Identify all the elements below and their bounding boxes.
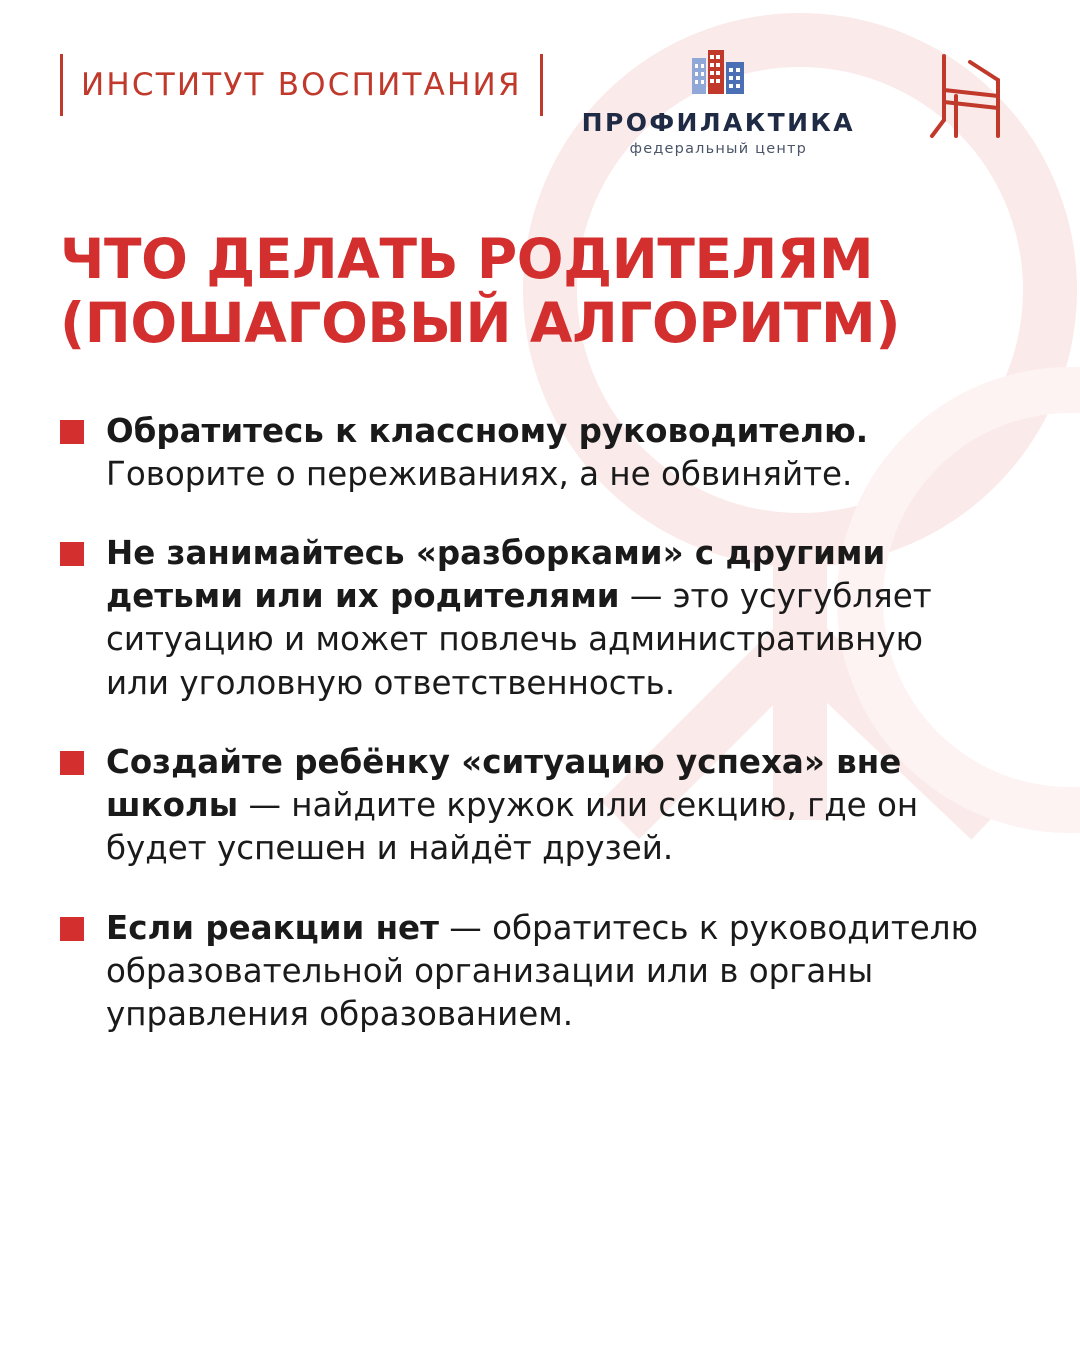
building-grid-icon bbox=[582, 48, 855, 100]
list-item-text bbox=[106, 532, 986, 705]
square-bullet-icon bbox=[60, 917, 84, 941]
page-title-line-2: (ПОШАГОВЫЙ АЛГОРИТМ) bbox=[60, 290, 901, 355]
list-item-rest: — это усугубляет ситуацию и может повлечь административную или уголовную ответственность. bbox=[106, 577, 932, 702]
page-title-line-1: ЧТО ДЕЛАТЬ РОДИТЕЛЯМ bbox=[60, 227, 874, 291]
header bbox=[60, 46, 1020, 156]
list-item bbox=[60, 532, 1020, 705]
list-item-text bbox=[106, 741, 986, 871]
brand-rule-left bbox=[60, 54, 63, 116]
list-item-bold: Не занимайтесь «разборками» с другими детьми или их родителями bbox=[106, 534, 886, 616]
list-item bbox=[60, 410, 1020, 496]
list-item-text bbox=[106, 907, 986, 1037]
profilaktika-brand bbox=[582, 48, 855, 157]
chair-outline-icon bbox=[924, 50, 1010, 146]
profilaktika-subtitle: федеральный центр bbox=[629, 141, 808, 157]
list-item-rest: Говорите о переживаниях, а не обвиняйте. bbox=[106, 454, 853, 493]
institute-brand bbox=[60, 54, 543, 116]
square-bullet-icon bbox=[60, 542, 84, 566]
list-item-bold: Создайте ребёнку «ситуацию успеха» вне школы bbox=[106, 742, 902, 825]
list-item bbox=[60, 907, 1020, 1037]
page-title bbox=[60, 228, 1020, 356]
list-item-text bbox=[106, 410, 986, 496]
list-item-rest: — найдите кружок или секцию, где он будет успешен и найдёт друзей. bbox=[106, 786, 919, 868]
steps-list bbox=[60, 410, 1020, 1037]
profilaktika-title: ПРОФИЛАКТИКА bbox=[581, 108, 855, 137]
brand-rule-right bbox=[540, 54, 543, 116]
square-bullet-icon bbox=[60, 420, 84, 444]
list-item-rest: — обратитесь к руководителю образовательной организации или в органы управления образованием. bbox=[106, 908, 978, 1033]
institute-brand-label: ИНСТИТУТ ВОСПИТАНИЯ bbox=[81, 67, 522, 103]
square-bullet-icon bbox=[60, 751, 84, 775]
list-item bbox=[60, 741, 1020, 871]
list-item-bold: Если реакции нет bbox=[106, 908, 439, 947]
list-item-bold: Обратитесь к классному руководителю. bbox=[106, 411, 869, 450]
